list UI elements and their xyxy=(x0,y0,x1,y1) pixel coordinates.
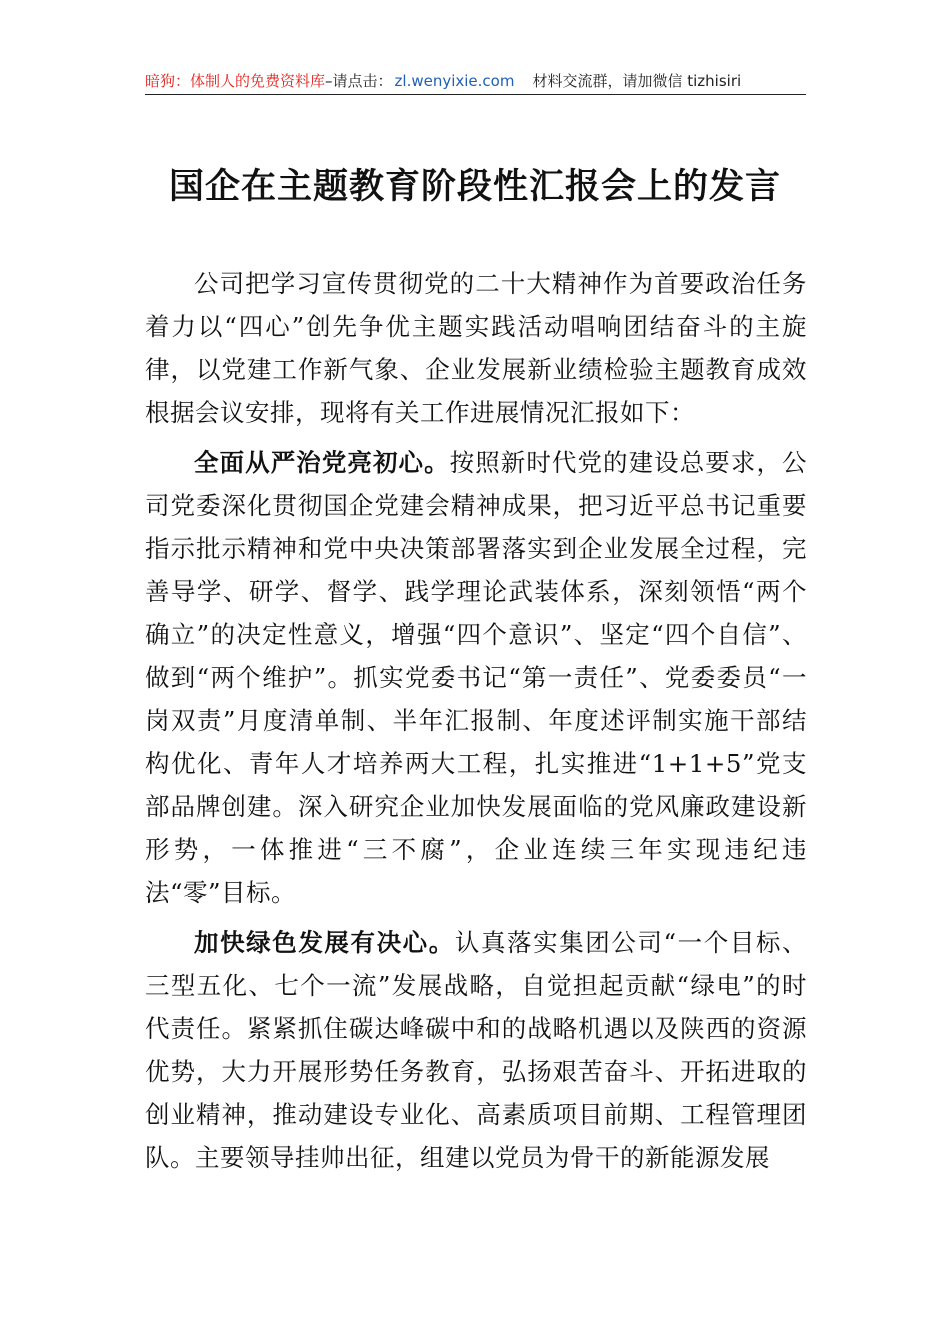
section-paragraph xyxy=(145,441,807,914)
document-title: 国企在主题教育阶段性汇报会上的发言 xyxy=(168,166,781,207)
section-body: 按照新时代党的建设总要求，公司党委深化贯彻国企党建会精神成果，把习近平总书记重要指示批示精神和党中央决策部署落实到企业发展全过程，完善导学、研学、督学、践学理论武装体系，深刻领悟“两个确立”的决定性意义，增强“四个意识”、坚定“四个自信”、做到“两个维护”。抓实党委书记“第一责任”、党委委员“一岗双责”月度清单制、半年汇报制、年度述评制实施干部结构优化、青年人才培养两大工程，扎实推进“1+1+5”党支部品牌创建。深入研究企业加快发展面临的党风廉政建设新形势，一体推进“三不腐”，企业连续三年实现违纪违法“零”目标。 xyxy=(145,448,808,907)
watermark-header xyxy=(145,70,806,95)
section-body: 认真落实集团公司“一个目标、三型五化、七个一流”发展战略，自觉担起贡献“绿电”的时代责任。紧紧抓住碳达峰碳中和的战略机遇以及陕西的资源优势，大力开展形势任务教育，弘扬艰苦奋斗、开拓进取的创业精神，推动建设专业化、高素质项目前期、工程管理团队。主要领导挂帅出征，组建以党员为骨干的新能源发展 xyxy=(145,928,807,1172)
header-prompt: –请点击： xyxy=(325,72,393,90)
document-body xyxy=(145,262,807,1179)
section-paragraph xyxy=(145,921,807,1179)
header-brand: 暗狗：体制人的免费资料库 xyxy=(145,72,326,90)
header-contact: 材料交流群，请加微信 tizhisiri xyxy=(532,72,742,90)
section-heading: 全面从严治党亮初心。 xyxy=(194,448,450,477)
intro-paragraph: 公司把学习宣传贯彻党的二十大精神作为首要政治任务着力以“四心”创先争优主题实践活动唱响团结奋斗的主旋律，以党建工作新气象、企业发展新业绩检验主题教育成效根据会议安排，现将有关工作进展情况汇报如下： xyxy=(145,269,807,427)
header-url-link[interactable]: zl.wenyixie.com xyxy=(394,72,515,90)
section-heading: 加快绿色发展有决心。 xyxy=(194,928,455,957)
